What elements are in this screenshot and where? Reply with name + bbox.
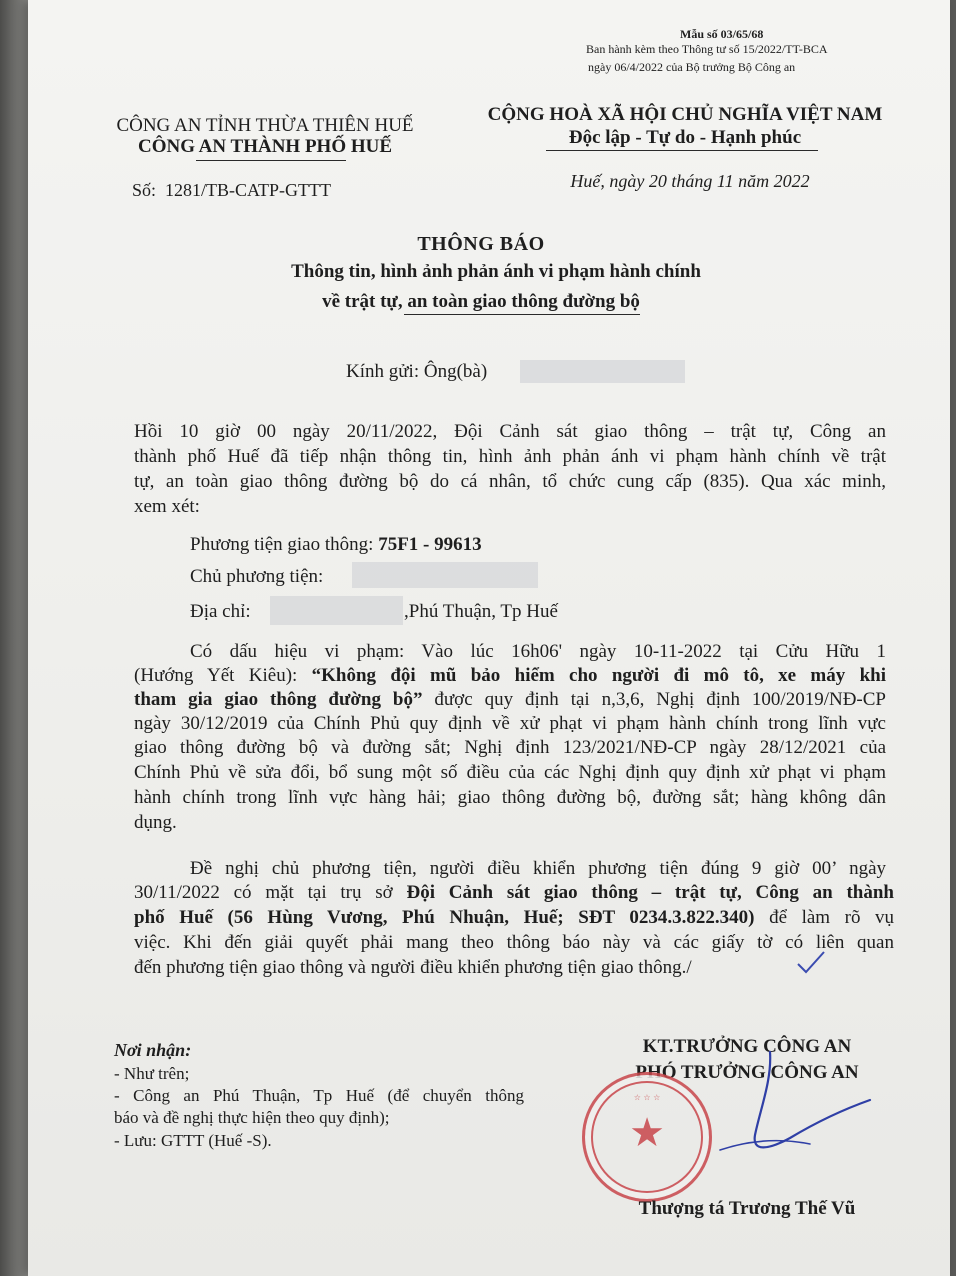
violation-line-7: hành chính trong lĩnh vực hàng hải; giao thông đường bộ, đường sắt; hàng không dân bbox=[134, 787, 886, 808]
request-line-2: 30/11/2022 có mặt tại trụ sở Đội Cảnh sát giao thông – trật tự, Công an thành bbox=[134, 882, 894, 903]
document-number-value: 1281/TB-CATP-GTTT bbox=[165, 180, 332, 200]
violation-line-4: ngày 30/12/2019 của Chính Phủ quy định về xử phạt vi phạm hành chính trong lĩnh vực bbox=[134, 713, 886, 734]
violation-line-6: Chính Phủ về sửa đổi, bổ sung một số điều của các Nghị định quy định xử phạt vi phạm bbox=[134, 762, 886, 783]
redacted-addressee bbox=[520, 360, 685, 383]
signatory-title-2: PHÓ TRƯỞNG CÔNG AN bbox=[635, 1062, 859, 1083]
seal-star-icon: ★ bbox=[629, 1110, 665, 1155]
recipient-item-2-line-1: - Công an Phú Thuận, Tp Huế (để chuyển thông bbox=[114, 1086, 524, 1105]
addressee-label: Kính gửi: Ông(bà) bbox=[346, 361, 488, 382]
violation-name-part-1: “Không đội mũ bảo hiểm cho người đi mô tô, xe máy khi bbox=[311, 665, 886, 686]
checkmark-icon bbox=[796, 950, 826, 976]
document-number: Số: 1281/TB-CATP-GTTT bbox=[132, 180, 332, 200]
vehicle-line: Phương tiện giao thông: 75F1 - 99613 bbox=[190, 534, 482, 555]
address-value: ,Phú Thuận, Tp Huế bbox=[404, 601, 558, 622]
handwritten-signature bbox=[660, 1040, 890, 1200]
form-code: Mẫu số 03/65/68 bbox=[680, 27, 764, 41]
form-basis-line2: ngày 06/4/2022 của Bộ trưởng Bộ Công an bbox=[588, 60, 796, 74]
violation-line-5: giao thông đường bộ và đường sắt; Nghị định 123/2021/NĐ-CP ngày 28/12/2021 của bbox=[134, 737, 886, 758]
office-name-part-1: Đội Cảnh sát giao thông – trật tự, Công an thành bbox=[406, 882, 894, 903]
vehicle-plate: 75F1 - 99613 bbox=[378, 534, 482, 555]
document-subtitle-1: Thông tin, hình ảnh phản ánh vi phạm hành chính bbox=[291, 261, 701, 282]
title-underline bbox=[404, 314, 640, 315]
desk-edge bbox=[0, 0, 28, 1276]
address-label: Địa chỉ: bbox=[190, 601, 251, 622]
recipient-item-2-line-2: báo và đề nghị thực hiện theo quy định); bbox=[114, 1108, 390, 1127]
signatory-name: Thượng tá Trương Thế Vũ bbox=[638, 1198, 856, 1219]
issue-date: Huế, ngày 20 tháng 11 năm 2022 bbox=[570, 171, 810, 191]
owner-label: Chủ phương tiện: bbox=[190, 566, 324, 587]
national-title: CỘNG HOÀ XÃ HỘI CHỦ NGHĨA VIỆT NAM bbox=[487, 104, 883, 125]
recipient-item-3: - Lưu: GTTT (Huế -S). bbox=[114, 1131, 272, 1150]
request-line-4: việc. Khi đến giải quyết phải mang theo thông báo này và các giấy tờ có liên quan bbox=[134, 932, 894, 953]
request-line-1: Đề nghị chủ phương tiện, người điều khiển phương tiện đúng 9 giờ 00’ ngày bbox=[190, 858, 886, 879]
paragraph-1-line-2: thành phố Huế đã tiếp nhận thông tin, hình ảnh phản ánh vi phạm hành chính về trật bbox=[134, 446, 886, 467]
redacted-owner bbox=[352, 562, 538, 588]
issuing-authority: CÔNG AN TỈNH THỪA THIÊN HUẾ bbox=[116, 115, 414, 136]
signatory-title-1: KT.TRƯỞNG CÔNG AN bbox=[642, 1036, 852, 1057]
violation-name-part-2: tham gia giao thông đường bộ” bbox=[134, 689, 423, 710]
violation-line-3: tham gia giao thông đường bộ” được quy định tại n,3,6, Nghị định 100/2019/NĐ-CP bbox=[134, 689, 886, 710]
paragraph-1-line-4: xem xét: bbox=[134, 496, 200, 517]
form-basis-line1: Ban hành kèm theo Thông tư số 15/2022/TT-BCA bbox=[586, 42, 828, 56]
violation-line-2: (Hướng Yết Kiêu): “Không đội mũ bảo hiểm cho người đi mô tô, xe máy khi bbox=[134, 665, 886, 686]
recipient-item-1: - Như trên; bbox=[114, 1064, 190, 1083]
violation-line-8: dụng. bbox=[134, 812, 177, 833]
national-motto: Độc lập - Tự do - Hạnh phúc bbox=[568, 127, 802, 148]
seal-lettering: ☆ ☆ ☆ bbox=[633, 1093, 661, 1102]
document-title: THÔNG BÁO bbox=[417, 233, 545, 255]
paragraph-1-line-1: Hồi 10 giờ 00 ngày 20/11/2022, Đội Cảnh sát giao thông – trật tự, Công an bbox=[134, 421, 886, 442]
redacted-address bbox=[270, 596, 403, 625]
violation-line-1: Có dấu hiệu vi phạm: Vào lúc 16h06' ngày 10-11-2022 tại Cửu Hữu 1 bbox=[190, 641, 886, 662]
motto-underline bbox=[546, 150, 818, 151]
issuing-unit: CÔNG AN THÀNH PHỐ HUẾ bbox=[137, 136, 393, 157]
request-line-5: đến phương tiện giao thông và người điều khiển phương tiện giao thông./ bbox=[134, 957, 692, 978]
unit-underline bbox=[196, 160, 346, 161]
paragraph-1-line-3: tự, an toàn giao thông đường bộ do cá nhân, tổ chức cung cấp (835). Qua xác minh, bbox=[134, 471, 886, 492]
request-line-3: phố Huế (56 Hùng Vương, Phú Nhuận, Huế; SĐT 0234.3.822.340) để làm rõ vụ bbox=[134, 907, 894, 928]
office-name-part-2: phố Huế (56 Hùng Vương, Phú Nhuận, Huế; SĐT 0234.3.822.340) bbox=[134, 907, 755, 928]
document-subtitle-2: về trật tự, an toàn giao thông đường bộ bbox=[322, 291, 640, 312]
recipients-title: Nơi nhận: bbox=[114, 1040, 192, 1060]
